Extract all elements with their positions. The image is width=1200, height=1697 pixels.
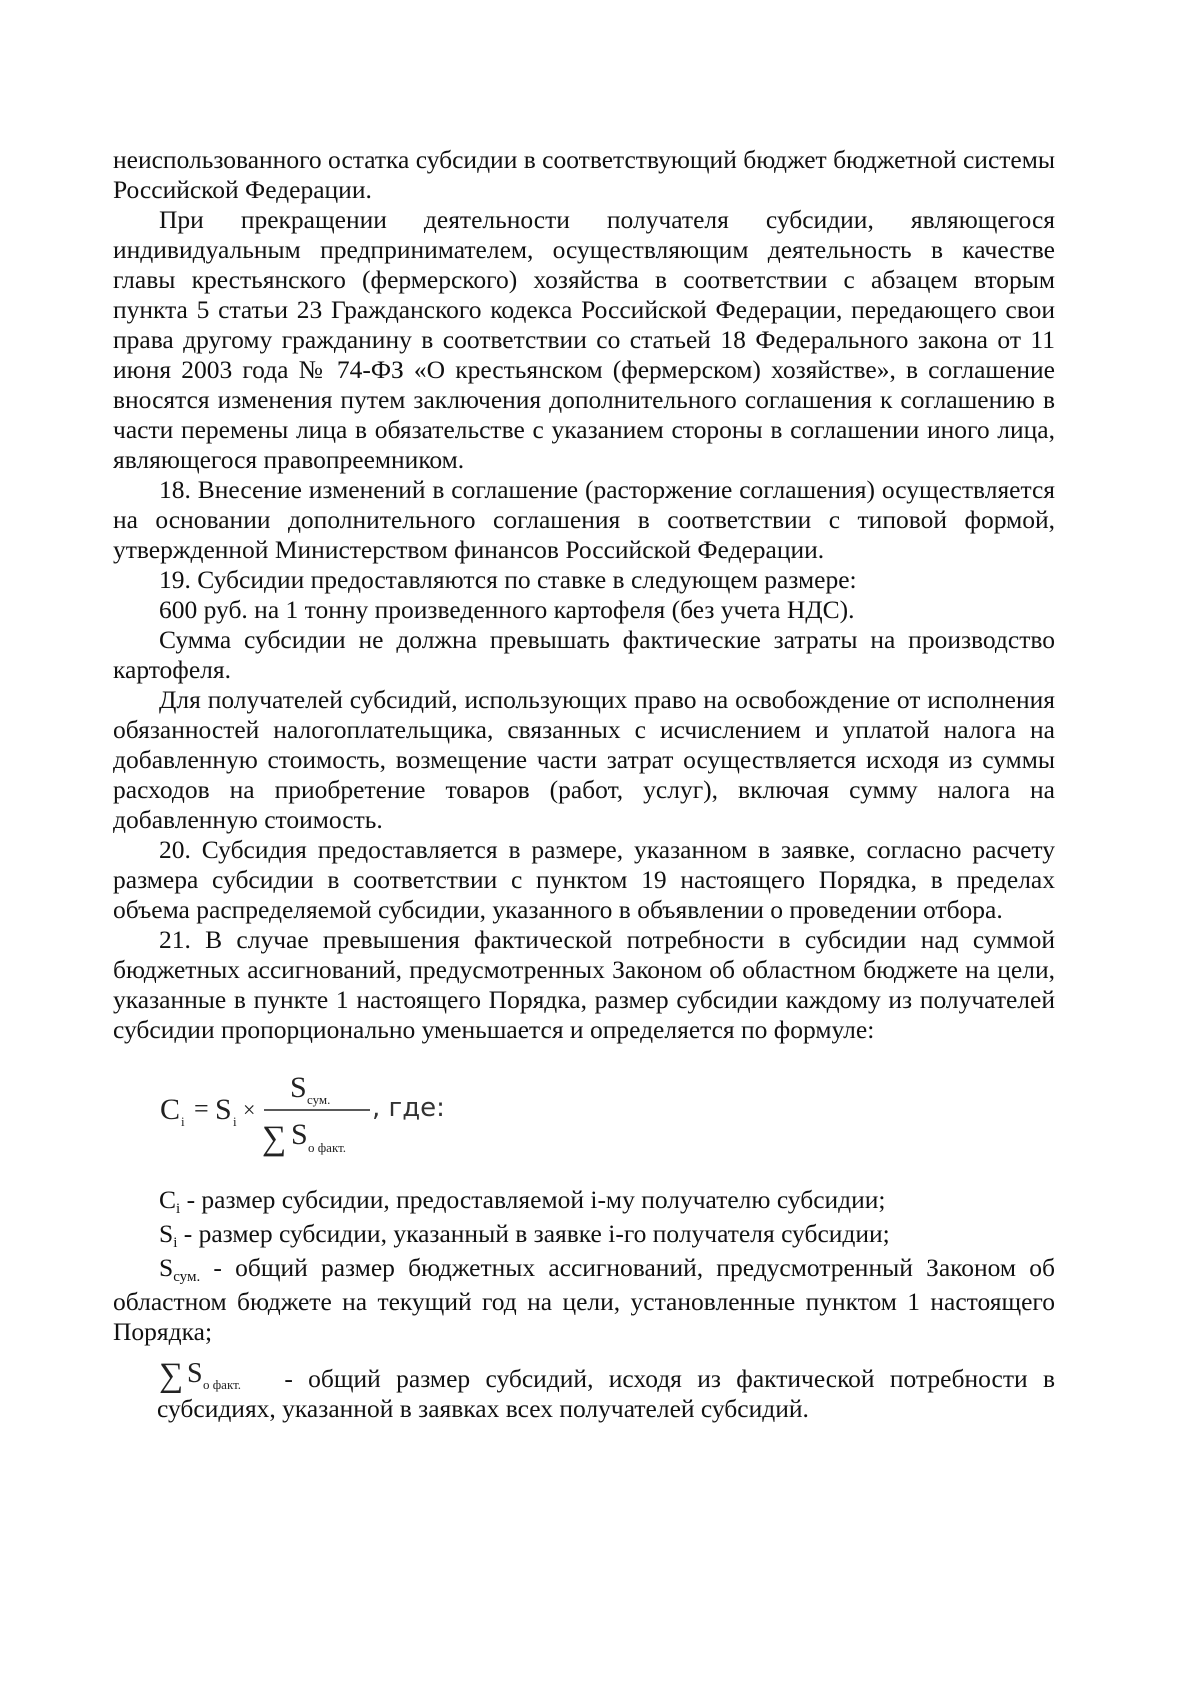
def-ci-text: - размер субсидии, предоставляемой i-му получателю субсидии; bbox=[180, 1185, 886, 1214]
formula-si-sub: i bbox=[233, 1114, 237, 1129]
formula-sigma: ∑ bbox=[262, 1120, 287, 1157]
def-ci bbox=[113, 1185, 1055, 1219]
def-sfact bbox=[113, 1353, 1055, 1424]
body-text bbox=[113, 145, 1055, 1045]
paragraph-2: При прекращении деятельности получателя субсидии, являющегося индивидуальным предпринимателем, осуществляющим деятельность в качестве главы крестьянского (фермерского) хозяйства в соответствии с абзацем вторым пункта 5 статьи 23 Гражданского кодекса Российской Федерации, передающего свои права другому гражданину в соответствии со статьей 18 Федерального закона от 11 июня 2003 года № 74-ФЗ «О крестьянском (фермерском) хозяйстве», в соглашение вносятся изменения путем заключения дополнительного соглашения к соглашению в части перемены лица в обязательстве с указанием стороны в соглашении иного лица, являющегося правопреемником. bbox=[113, 205, 1055, 474]
def-sfact-sub: о факт. bbox=[203, 1377, 242, 1392]
formula-ci: C bbox=[160, 1093, 181, 1126]
paragraph-19: 19. Субсидии предоставляются по ставке в следующем размере: bbox=[159, 565, 857, 594]
formula-den: S bbox=[291, 1118, 308, 1151]
formula-den-sub: о факт. bbox=[308, 1140, 347, 1155]
def-sfact-sigma: ∑ bbox=[159, 1357, 184, 1393]
formula-eq: = bbox=[194, 1094, 209, 1123]
def-si bbox=[113, 1219, 1055, 1253]
formula-num-sub: сум. bbox=[307, 1092, 331, 1107]
subsidy-formula bbox=[158, 1064, 488, 1164]
paragraph-18: 18. Внесение изменений в соглашение (расторжение соглашения) осуществляется на основании дополнительного соглашения в соответствии с типовой формой, утвержденной Министерством финансов Российской Федерации. bbox=[113, 475, 1055, 564]
def-ssum-symbol: S bbox=[159, 1253, 174, 1282]
formula-suffix: , где: bbox=[372, 1093, 445, 1123]
def-ci-sub: i bbox=[176, 1201, 181, 1217]
def-sfact-symbol: S bbox=[187, 1358, 203, 1389]
formula-times: × bbox=[243, 1097, 256, 1122]
formula-num: S bbox=[290, 1071, 307, 1104]
def-si-text: - размер субсидии, указанный в заявке i-го получателя субсидии; bbox=[177, 1219, 890, 1248]
paragraph-20: 20. Субсидия предоставляется в размере, указанном в заявке, согласно расчету размера субсидии в соответствии с пунктом 19 настоящего Порядка, в пределах объема распределяемой субсидии, указанного в объявлении о проведении отбора. bbox=[113, 835, 1055, 924]
definitions bbox=[113, 1185, 1055, 1424]
def-ssum bbox=[113, 1253, 1055, 1347]
paragraph-vat: Для получателей субсидий, использующих право на освобождение от исполнения обязанностей налогоплательщика, связанных с исчислением и уплатой налога на добавленную стоимость, возмещение части затрат осуществляется исходя из суммы расходов на приобретение товаров (работ, услуг), включая сумму налога на добавленную стоимость. bbox=[113, 685, 1055, 834]
def-ci-symbol: C bbox=[159, 1185, 177, 1214]
def-sfact-text: - общий размер субсидий, исходя из фактической потребности в субсидиях, указанной в заявках всех получателей субсидий. bbox=[157, 1364, 1055, 1423]
def-si-symbol: S bbox=[159, 1219, 174, 1248]
def-ssum-text: - общий размер бюджетных ассигнований, предусмотренный Законом об областном бюджете на текущий год на цели, установленные пунктом 1 настоящего Порядка; bbox=[113, 1253, 1055, 1346]
paragraph-21: 21. В случае превышения фактической потребности в субсидии над суммой бюджетных ассигнований, предусмотренных Законом об областном бюджете на цели, указанные в пункте 1 настоящего Порядка, размер субсидии каждому из получателей субсидии пропорционально уменьшается и определяется по формуле: bbox=[113, 925, 1055, 1044]
def-si-sub: i bbox=[173, 1235, 178, 1251]
paragraph-limit: Сумма субсидии не должна превышать фактические затраты на производство картофеля. bbox=[113, 625, 1055, 684]
formula-si: S bbox=[215, 1093, 232, 1126]
def-ssum-sub: сум. bbox=[173, 1269, 201, 1285]
def-sfact-formula bbox=[157, 1353, 269, 1393]
paragraph-1: неиспользованного остатка субсидии в соответствующий бюджет бюджетной системы Российской Федерации. bbox=[113, 145, 1055, 204]
formula-ci-sub: i bbox=[181, 1114, 185, 1129]
paragraph-rate: 600 руб. на 1 тонну произведенного картофеля (без учета НДС). bbox=[159, 595, 855, 624]
